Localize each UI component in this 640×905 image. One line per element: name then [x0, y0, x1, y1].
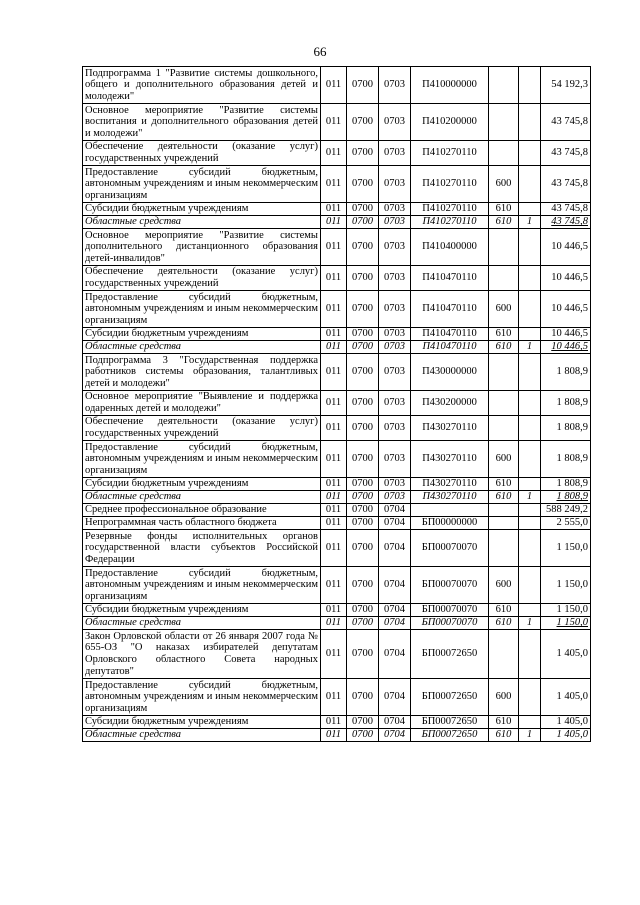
code-subsection: 0704 — [379, 567, 411, 604]
code-ministry: 011 — [321, 630, 347, 679]
code-expense-type — [489, 266, 519, 291]
code-expense-type: 610 — [489, 604, 519, 617]
row-name: Предоставление субсидий бюджетным, автономным учреждениям и иным некоммерческим организациям — [83, 441, 321, 478]
code-ministry: 011 — [321, 203, 347, 216]
code-subsection: 0703 — [379, 341, 411, 354]
row-name: Субсидии бюджетным учреждениям — [83, 328, 321, 341]
row-name: Областные средства — [83, 341, 321, 354]
code-funds-type: 1 — [519, 491, 541, 504]
row-name: Предоставление субсидий бюджетным, автономным учреждениям и иным некоммерческим организациям — [83, 679, 321, 716]
code-target-article: П410270110 — [411, 141, 489, 166]
amount: 10 446,5 — [541, 341, 591, 354]
row-name: Подпрограмма 1 "Развитие системы дошкольного, общего и дополнительного образования детей и молодежи" — [83, 67, 321, 104]
code-ministry: 011 — [321, 216, 347, 229]
table-row — [83, 216, 591, 229]
code-ministry: 011 — [321, 679, 347, 716]
code-section: 0700 — [347, 166, 379, 203]
code-expense-type: 610 — [489, 716, 519, 729]
code-target-article: П410470110 — [411, 341, 489, 354]
row-name: Предоставление субсидий бюджетным, автономным учреждениям и иным некоммерческим организациям — [83, 567, 321, 604]
code-section: 0700 — [347, 491, 379, 504]
amount: 2 555,0 — [541, 517, 591, 530]
amount: 54 192,3 — [541, 67, 591, 104]
code-expense-type — [489, 517, 519, 530]
amount: 43 745,8 — [541, 166, 591, 203]
code-target-article: П430270110 — [411, 491, 489, 504]
code-subsection: 0704 — [379, 630, 411, 679]
code-subsection: 0704 — [379, 530, 411, 567]
table-row — [83, 341, 591, 354]
code-funds-type — [519, 416, 541, 441]
code-section: 0700 — [347, 328, 379, 341]
code-section: 0700 — [347, 630, 379, 679]
code-expense-type — [489, 504, 519, 517]
code-target-article: БП00072650 — [411, 729, 489, 742]
row-name: Основное мероприятие "Развитие системы воспитания и дополнительного образования детей и молодежи" — [83, 104, 321, 141]
code-expense-type: 610 — [489, 341, 519, 354]
code-subsection: 0703 — [379, 441, 411, 478]
code-subsection: 0703 — [379, 266, 411, 291]
code-expense-type: 610 — [489, 491, 519, 504]
table-row — [83, 229, 591, 266]
row-name: Субсидии бюджетным учреждениям — [83, 604, 321, 617]
code-expense-type: 610 — [489, 617, 519, 630]
code-section: 0700 — [347, 604, 379, 617]
amount: 1 150,0 — [541, 604, 591, 617]
code-ministry: 011 — [321, 104, 347, 141]
table-row — [83, 517, 591, 530]
code-subsection: 0703 — [379, 328, 411, 341]
row-name: Основное мероприятие "Выявление и поддержка одаренных детей и молодежи" — [83, 391, 321, 416]
code-funds-type — [519, 530, 541, 567]
code-expense-type — [489, 104, 519, 141]
code-section: 0700 — [347, 478, 379, 491]
code-target-article: БП00070070 — [411, 604, 489, 617]
code-target-article: П410270110 — [411, 216, 489, 229]
code-funds-type: 1 — [519, 341, 541, 354]
row-name: Предоставление субсидий бюджетным, автономным учреждениям и иным некоммерческим организациям — [83, 166, 321, 203]
table-row — [83, 104, 591, 141]
code-funds-type — [519, 166, 541, 203]
code-subsection: 0704 — [379, 604, 411, 617]
table-row — [83, 679, 591, 716]
row-name: Областные средства — [83, 216, 321, 229]
code-ministry: 011 — [321, 354, 347, 391]
amount: 1 150,0 — [541, 530, 591, 567]
table-row — [83, 729, 591, 742]
row-name: Обеспечение деятельности (оказание услуг) государственных учреждений — [83, 416, 321, 441]
code-expense-type — [489, 67, 519, 104]
amount: 1 405,0 — [541, 630, 591, 679]
amount: 588 249,2 — [541, 504, 591, 517]
code-subsection: 0703 — [379, 291, 411, 328]
table-row — [83, 67, 591, 104]
table-row — [83, 391, 591, 416]
amount: 1 808,9 — [541, 391, 591, 416]
code-expense-type: 600 — [489, 567, 519, 604]
code-ministry: 011 — [321, 266, 347, 291]
code-funds-type: 1 — [519, 617, 541, 630]
code-funds-type — [519, 567, 541, 604]
code-subsection: 0704 — [379, 679, 411, 716]
code-target-article: П430270110 — [411, 441, 489, 478]
code-subsection: 0703 — [379, 229, 411, 266]
code-funds-type — [519, 478, 541, 491]
row-name: Непрограммная часть областного бюджета — [83, 517, 321, 530]
amount: 1 405,0 — [541, 729, 591, 742]
table-row — [83, 617, 591, 630]
code-funds-type — [519, 604, 541, 617]
amount: 1 150,0 — [541, 567, 591, 604]
code-section: 0700 — [347, 67, 379, 104]
code-subsection: 0704 — [379, 504, 411, 517]
code-expense-type: 600 — [489, 166, 519, 203]
code-expense-type: 610 — [489, 216, 519, 229]
code-ministry: 011 — [321, 517, 347, 530]
code-ministry: 011 — [321, 530, 347, 567]
code-funds-type — [519, 517, 541, 530]
code-funds-type — [519, 354, 541, 391]
amount: 10 446,5 — [541, 229, 591, 266]
code-target-article: П410470110 — [411, 266, 489, 291]
code-section: 0700 — [347, 203, 379, 216]
amount: 1 808,9 — [541, 491, 591, 504]
budget-table — [82, 66, 591, 742]
code-target-article: П430000000 — [411, 354, 489, 391]
code-target-article: БП00072650 — [411, 630, 489, 679]
code-subsection: 0704 — [379, 617, 411, 630]
row-name: Областные средства — [83, 491, 321, 504]
code-section: 0700 — [347, 416, 379, 441]
table-row — [83, 266, 591, 291]
row-name: Обеспечение деятельности (оказание услуг) государственных учреждений — [83, 266, 321, 291]
table-row — [83, 354, 591, 391]
code-funds-type: 1 — [519, 729, 541, 742]
code-funds-type — [519, 391, 541, 416]
row-name: Субсидии бюджетным учреждениям — [83, 203, 321, 216]
code-subsection: 0703 — [379, 491, 411, 504]
code-target-article: БП00072650 — [411, 716, 489, 729]
code-subsection: 0703 — [379, 354, 411, 391]
code-funds-type — [519, 291, 541, 328]
code-target-article: БП00072650 — [411, 679, 489, 716]
code-expense-type: 600 — [489, 441, 519, 478]
code-funds-type — [519, 266, 541, 291]
table-row — [83, 630, 591, 679]
page-number: 66 — [313, 44, 327, 59]
code-section: 0700 — [347, 291, 379, 328]
code-target-article: БП00000000 — [411, 517, 489, 530]
code-subsection: 0703 — [379, 391, 411, 416]
code-target-article: П410400000 — [411, 229, 489, 266]
code-target-article: БП00070070 — [411, 617, 489, 630]
code-target-article: П410470110 — [411, 291, 489, 328]
code-subsection: 0703 — [379, 416, 411, 441]
row-name: Подпрограмма 3 "Государственная поддержка работников системы образования, талантливых детей и молодежи" — [83, 354, 321, 391]
code-ministry: 011 — [321, 567, 347, 604]
code-expense-type — [489, 229, 519, 266]
code-section: 0700 — [347, 441, 379, 478]
code-ministry: 011 — [321, 391, 347, 416]
code-subsection: 0704 — [379, 729, 411, 742]
row-name: Резервные фонды исполнительных органов государственной власти субъектов Российской Федерации — [83, 530, 321, 567]
code-section: 0700 — [347, 216, 379, 229]
amount: 43 745,8 — [541, 141, 591, 166]
table-row — [83, 203, 591, 216]
code-subsection: 0703 — [379, 166, 411, 203]
code-section: 0700 — [347, 354, 379, 391]
code-target-article: П430270110 — [411, 478, 489, 491]
amount: 1 405,0 — [541, 716, 591, 729]
amount: 1 150,0 — [541, 617, 591, 630]
code-ministry: 011 — [321, 341, 347, 354]
code-subsection: 0703 — [379, 67, 411, 104]
code-target-article: П410470110 — [411, 328, 489, 341]
row-name: Среднее профессиональное образование — [83, 504, 321, 517]
table-row — [83, 291, 591, 328]
code-expense-type — [489, 530, 519, 567]
table-row — [83, 441, 591, 478]
code-ministry: 011 — [321, 416, 347, 441]
code-expense-type — [489, 141, 519, 166]
code-expense-type: 600 — [489, 679, 519, 716]
table-body — [83, 67, 591, 742]
code-section: 0700 — [347, 729, 379, 742]
code-ministry: 011 — [321, 604, 347, 617]
amount: 1 808,9 — [541, 441, 591, 478]
code-expense-type: 600 — [489, 291, 519, 328]
code-section: 0700 — [347, 229, 379, 266]
table-row — [83, 716, 591, 729]
table-row — [83, 504, 591, 517]
amount: 10 446,5 — [541, 266, 591, 291]
code-ministry: 011 — [321, 166, 347, 203]
amount: 1 808,9 — [541, 478, 591, 491]
table-row — [83, 478, 591, 491]
code-section: 0700 — [347, 104, 379, 141]
code-section: 0700 — [347, 530, 379, 567]
code-subsection: 0703 — [379, 141, 411, 166]
code-section: 0700 — [347, 341, 379, 354]
table-row — [83, 530, 591, 567]
row-name: Областные средства — [83, 617, 321, 630]
code-ministry: 011 — [321, 491, 347, 504]
code-subsection: 0703 — [379, 203, 411, 216]
code-funds-type — [519, 229, 541, 266]
amount: 1 808,9 — [541, 354, 591, 391]
code-section: 0700 — [347, 716, 379, 729]
code-section: 0700 — [347, 617, 379, 630]
amount: 43 745,8 — [541, 203, 591, 216]
code-expense-type — [489, 630, 519, 679]
code-section: 0700 — [347, 504, 379, 517]
row-name: Субсидии бюджетным учреждениям — [83, 478, 321, 491]
code-subsection: 0703 — [379, 478, 411, 491]
amount: 43 745,8 — [541, 104, 591, 141]
code-expense-type: 610 — [489, 478, 519, 491]
code-subsection: 0703 — [379, 104, 411, 141]
code-ministry: 011 — [321, 716, 347, 729]
code-subsection: 0703 — [379, 216, 411, 229]
code-ministry: 011 — [321, 141, 347, 166]
row-name: Закон Орловской области от 26 января 2007 года № 655-ОЗ "О наказах избирателей депутатам Орловского областного Совета народных депутатов" — [83, 630, 321, 679]
code-subsection: 0704 — [379, 716, 411, 729]
code-expense-type: 610 — [489, 328, 519, 341]
code-target-article — [411, 504, 489, 517]
table-row — [83, 604, 591, 617]
code-section: 0700 — [347, 266, 379, 291]
code-ministry: 011 — [321, 478, 347, 491]
code-expense-type — [489, 416, 519, 441]
code-funds-type — [519, 716, 541, 729]
code-ministry: 011 — [321, 729, 347, 742]
amount: 10 446,5 — [541, 328, 591, 341]
code-expense-type: 610 — [489, 203, 519, 216]
code-section: 0700 — [347, 517, 379, 530]
code-target-article: П410200000 — [411, 104, 489, 141]
code-target-article: П410000000 — [411, 67, 489, 104]
code-section: 0700 — [347, 141, 379, 166]
code-funds-type — [519, 328, 541, 341]
code-target-article: П430270110 — [411, 416, 489, 441]
code-target-article: П410270110 — [411, 203, 489, 216]
amount: 1 808,9 — [541, 416, 591, 441]
code-funds-type — [519, 679, 541, 716]
code-section: 0700 — [347, 679, 379, 716]
code-funds-type — [519, 504, 541, 517]
table-row — [83, 416, 591, 441]
row-name: Основное мероприятие "Развитие системы дополнительного дистанционного образования детей-инвалидов" — [83, 229, 321, 266]
code-ministry: 011 — [321, 328, 347, 341]
row-name: Областные средства — [83, 729, 321, 742]
code-ministry: 011 — [321, 67, 347, 104]
table-row — [83, 141, 591, 166]
code-subsection: 0704 — [379, 517, 411, 530]
table-row — [83, 328, 591, 341]
code-section: 0700 — [347, 567, 379, 604]
code-funds-type — [519, 104, 541, 141]
code-funds-type — [519, 67, 541, 104]
code-section: 0700 — [347, 391, 379, 416]
amount: 1 405,0 — [541, 679, 591, 716]
code-ministry: 011 — [321, 504, 347, 517]
row-name: Обеспечение деятельности (оказание услуг) государственных учреждений — [83, 141, 321, 166]
code-funds-type — [519, 630, 541, 679]
table-row — [83, 567, 591, 604]
code-funds-type: 1 — [519, 216, 541, 229]
code-target-article: БП00070070 — [411, 530, 489, 567]
code-ministry: 011 — [321, 291, 347, 328]
code-target-article: П410270110 — [411, 166, 489, 203]
row-name: Предоставление субсидий бюджетным, автономным учреждениям и иным некоммерческим организациям — [83, 291, 321, 328]
code-funds-type — [519, 203, 541, 216]
code-ministry: 011 — [321, 617, 347, 630]
code-funds-type — [519, 141, 541, 166]
code-target-article: П430200000 — [411, 391, 489, 416]
amount: 10 446,5 — [541, 291, 591, 328]
table-row — [83, 166, 591, 203]
code-ministry: 011 — [321, 441, 347, 478]
amount: 43 745,8 — [541, 216, 591, 229]
row-name: Субсидии бюджетным учреждениям — [83, 716, 321, 729]
code-expense-type: 610 — [489, 729, 519, 742]
code-funds-type — [519, 441, 541, 478]
table-row — [83, 491, 591, 504]
code-expense-type — [489, 354, 519, 391]
code-ministry: 011 — [321, 229, 347, 266]
code-expense-type — [489, 391, 519, 416]
code-target-article: БП00070070 — [411, 567, 489, 604]
